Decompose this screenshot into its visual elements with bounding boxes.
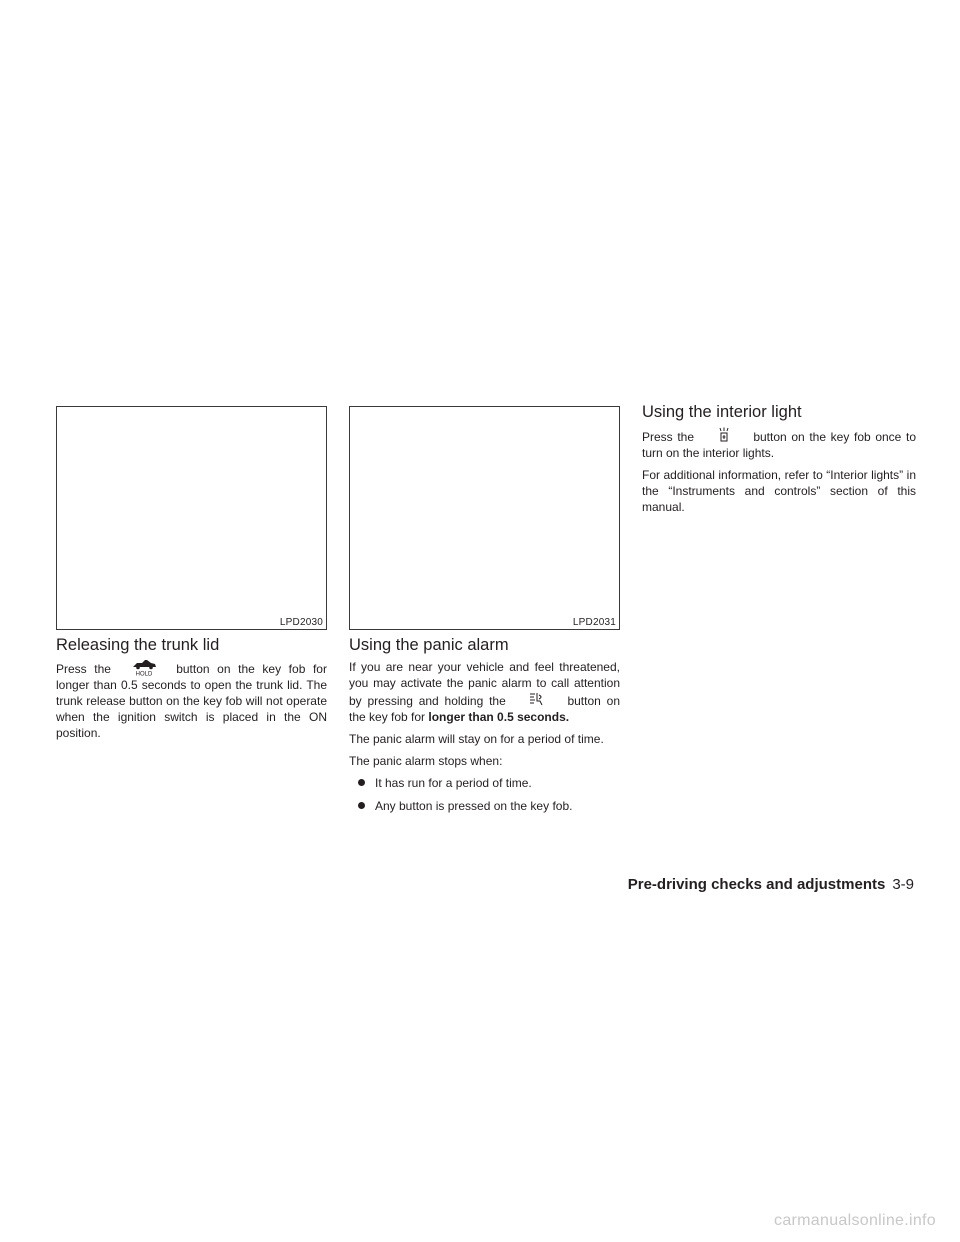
figure-trunk <box>56 406 327 630</box>
heading-panic: Using the panic alarm <box>349 636 509 654</box>
paragraph: Press the button on the key fob once to turn on the interior lights. <box>642 427 916 461</box>
bullet-icon <box>358 802 365 809</box>
paragraph: Press the HOLD button on the key fob for longer than 0.5 seconds to open the trunk lid. The trunk release button on the key fob will not operate when the ignition switch is placed in the ON position. <box>56 659 327 741</box>
figure-code: LPD2031 <box>572 617 616 628</box>
paragraph: The panic alarm stops when: <box>349 754 503 768</box>
paragraph: The panic alarm will stay on for a period of time. <box>349 732 604 746</box>
figure-code: LPD2030 <box>279 617 323 628</box>
page-footer <box>628 876 914 893</box>
figure-panic <box>349 406 620 630</box>
watermark: carmanualsonline.info <box>774 1212 936 1229</box>
heading-trunk: Releasing the trunk lid <box>56 636 220 654</box>
page-number: 3-9 <box>892 876 914 893</box>
svg-text:HOLD: HOLD <box>135 671 152 676</box>
body-trunk <box>56 659 327 747</box>
trunk-hold-icon <box>121 659 167 676</box>
paragraph: If you are near your vehicle and feel threatened, you may activate the panic alarm to call attention by pressing and holding the button on the key fob for longer than 0.5 seconds. <box>349 660 620 724</box>
list-item: It has run for a period of time. <box>349 775 620 791</box>
footer-section: Pre-driving checks and adjustments <box>627 876 886 893</box>
list-item: Any button is pressed on the key fob. <box>349 798 620 814</box>
bullet-icon <box>358 779 365 786</box>
interior-light-icon <box>701 427 747 444</box>
bullet-list <box>349 775 620 814</box>
heading-interior: Using the interior light <box>642 403 802 421</box>
body-panic <box>349 659 620 821</box>
paragraph: For additional information, refer to “Interior lights” in the “Instruments and controls” section of this manual. <box>642 468 916 514</box>
panic-alarm-icon <box>514 691 560 708</box>
body-interior <box>642 427 916 521</box>
